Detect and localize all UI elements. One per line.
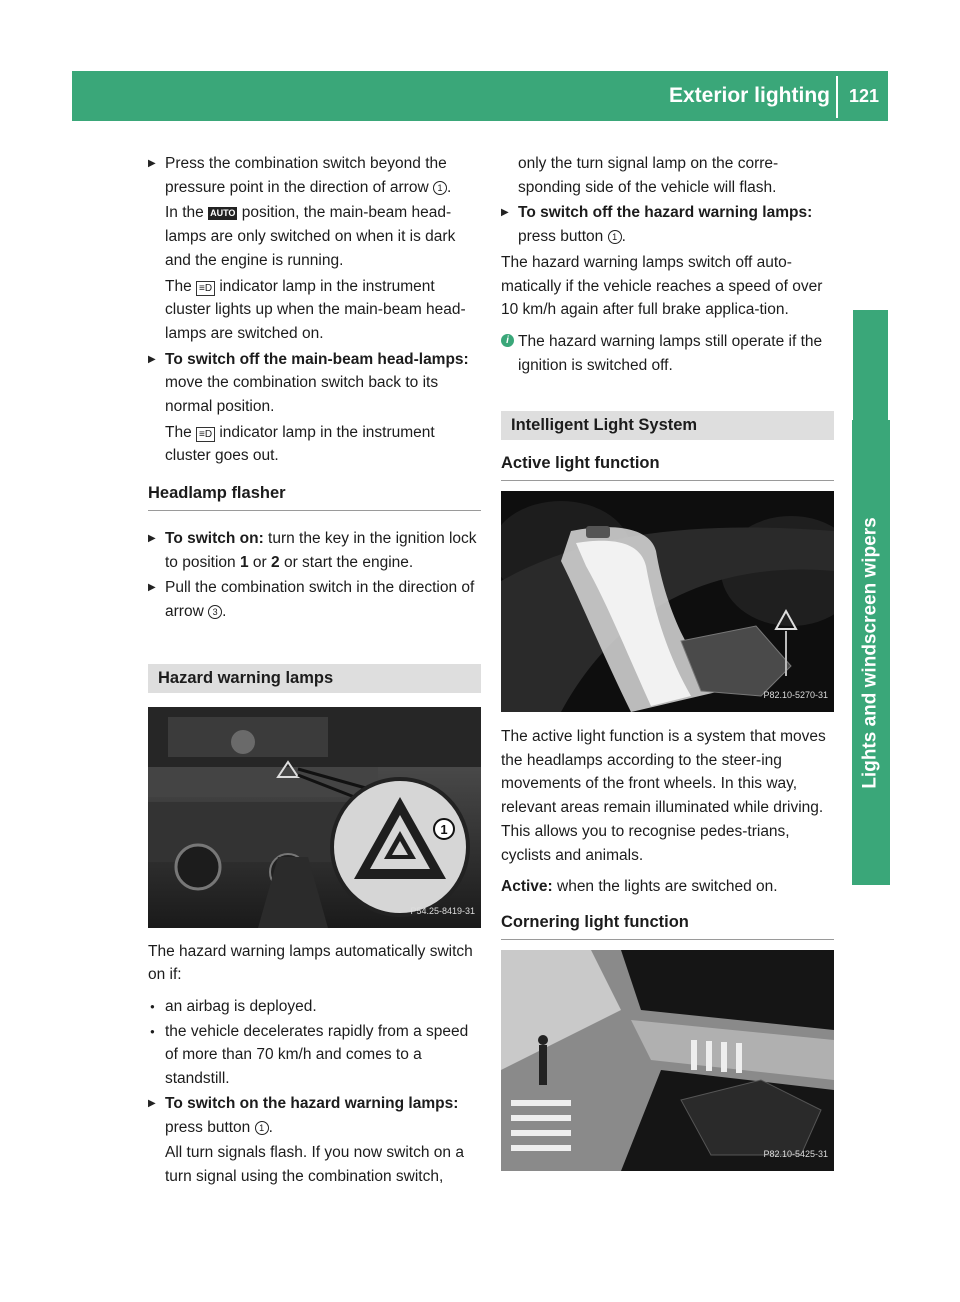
beam-indicator-note: The ≡D indicator lamp in the instrument cluster lights up when the main-beam head-lamps are switched on. <box>165 277 466 342</box>
step-hazard-off: ▶ To switch off the hazard warning lamps: press button 1 . <box>501 201 834 248</box>
list-item: ● the vehicle decelerates rapidly from a speed of more than 70 km/h and comes to a standstill. <box>148 1020 481 1091</box>
step-press-switch: ▶ Press the combination switch beyond the pressure point in the direction of arrow 1 . <box>148 152 481 199</box>
active-light-figure <box>501 491 834 712</box>
hazard-console-illustration <box>148 707 481 928</box>
list-item: ● an airbag is deployed. <box>148 995 481 1019</box>
turn-signal-note: All turn signals flash. If you now switch on a turn signal using the combination switch, <box>165 1144 464 1185</box>
step-flasher-on: ▶ To switch on: turn the key in the ignition lock to position 1 or 2 or start the engine. <box>148 527 481 574</box>
auto-on-intro: The hazard warning lamps automatically switch on if: <box>148 942 473 984</box>
auto-off-text: The hazard warning lamps switch off auto-matically if the vehicle reaches a speed of over 10 km/h again after full brake applica-tion. <box>501 253 823 319</box>
cornering-light-illustration <box>501 950 834 1171</box>
beam-off-note: The ≡D indicator lamp in the instrument cluster goes out. <box>165 423 435 465</box>
step-switch-off-beam: ▶ To switch off the main-beam head-lamps: move the combination switch back to its normal position. <box>148 348 481 419</box>
active-light-heading: Active light function <box>501 452 834 481</box>
ils-section-bar: Intelligent Light System <box>501 411 834 440</box>
active-light-illustration <box>501 491 834 712</box>
side-tab <box>852 420 890 885</box>
marker-1-icon: 1 <box>433 181 447 195</box>
figure-code: P82.10-5270-31 <box>763 690 828 701</box>
hazard-button-figure <box>148 707 481 928</box>
figure-code: P82.10-5425-31 <box>763 1148 828 1159</box>
active-light-description: The active light function is a system that moves the headlamps according to the steer-ing movements of the front wheels. In this way, relevant areas remain illuminated while driving. This allows you to recognise pedes-trians, cyclists and animals. <box>501 728 826 864</box>
auto-note: In the AUTO position, the main-beam head-lamps are only switched on when it is dark and the engine is running. <box>165 204 456 269</box>
cornering-light-figure <box>501 950 834 1171</box>
turn-signal-note-cont: only the turn signal lamp on the corre-sponding side of the vehicle will flash. <box>518 155 779 196</box>
active-status: Active: when the lights are switched on. <box>501 878 778 896</box>
marker-1-icon: 1 <box>255 1121 269 1135</box>
main-beam-icon: ≡D <box>196 281 215 296</box>
page-number: 121 <box>848 86 880 106</box>
figure-code: P54.25-8419-31 <box>410 905 475 916</box>
main-beam-icon: ≡D <box>196 427 215 442</box>
side-tab-block <box>853 310 888 420</box>
info-note: i The hazard warning lamps still operate if the ignition is switched off. <box>501 330 834 377</box>
side-tab-label: Lights and windscreen wipers <box>860 516 881 789</box>
step-flasher-pull: ▶ Pull the combination switch in the direction of arrow 3 . <box>148 576 481 623</box>
hazard-section-bar: Hazard warning lamps <box>148 664 481 693</box>
headlamp-flasher-heading: Headlamp flasher <box>148 482 481 511</box>
header-divider <box>836 76 838 118</box>
info-icon: i <box>501 334 514 347</box>
chapter-title: Exterior lighting <box>668 84 830 107</box>
right-column <box>501 152 834 1171</box>
left-column <box>148 152 481 1191</box>
step-hazard-on: ▶ To switch on the hazard warning lamps: press button 1 . <box>148 1092 481 1139</box>
marker-1-icon: 1 <box>608 230 622 244</box>
marker-3-icon: 3 <box>208 605 222 619</box>
auto-icon: AUTO <box>210 208 236 219</box>
figure-marker-1: 1 <box>440 821 448 837</box>
cornering-light-heading: Cornering light function <box>501 911 834 940</box>
